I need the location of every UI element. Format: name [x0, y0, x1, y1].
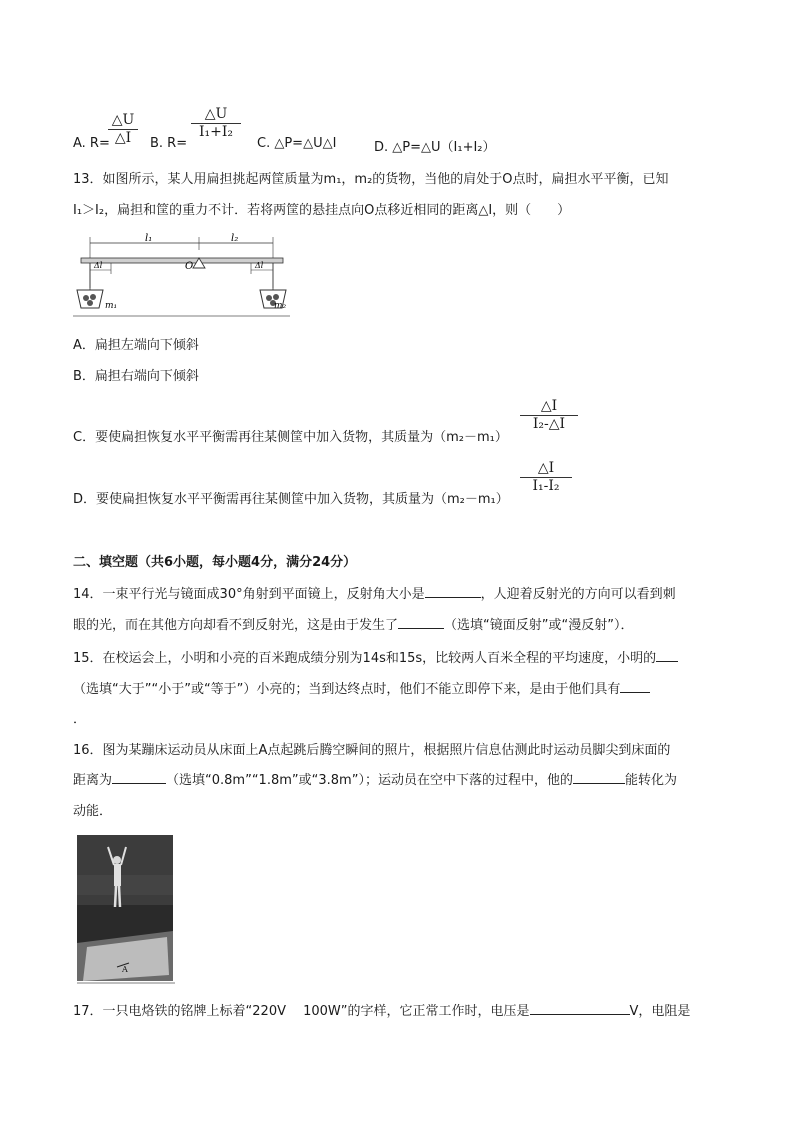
q12-option-a: A. R=	[73, 136, 110, 151]
q13-stem-line-2: I₁＞I₂，扁担和筐的重力不计．若将两筐的悬挂点向O点移近相同的距离△I，则（ ）	[73, 203, 571, 218]
dl-right-label: Δl	[255, 261, 264, 270]
q17-text-1: 17．一只电烙铁的铭牌上标着“220V 100W”的字样，它正常工作时，电压是	[73, 1004, 530, 1019]
point-a-label: A	[122, 965, 128, 974]
fraction-c-numerator: △I	[540, 398, 558, 414]
answer-blank[interactable]	[398, 616, 444, 629]
q15-line-2	[73, 678, 650, 697]
m1-label: m₁	[105, 301, 118, 311]
trampoline-photo	[77, 835, 175, 985]
q14-line-2	[73, 614, 633, 633]
q15-line-3: ．	[73, 712, 87, 727]
q14-text-3: 眼的光，而在其他方向却看不到反射光，这是由于发生了	[73, 618, 399, 633]
l1-label: l₁	[145, 233, 153, 244]
fraction-b-denominator: I₁+I₂	[198, 124, 233, 140]
q14-text-4: （选填“镜面反射”或“漫反射”）．	[444, 618, 634, 633]
q14-text-1: 14．一束平行光与镜面成30°角射到平面镜上，反射角大小是	[73, 587, 425, 602]
fraction-c-denominator: I₂-△I	[532, 416, 566, 432]
q13-option-d: D．要使扁担恢复水平平衡需再往某侧筐中加入货物，其质量为（m₂－m₁）	[73, 492, 509, 507]
q14-line-1	[73, 583, 676, 602]
q16-line-1: 16．图为某蹦床运动员从床面上A点起跳后腾空瞬间的照片，根据照片信息估测此时运动员脚尖到床面的	[73, 743, 671, 758]
q16-line-3: 动能．	[73, 804, 113, 819]
answer-blank[interactable]	[425, 585, 481, 598]
q15-line-1	[73, 647, 678, 666]
q15-text-1: 15．在校运会上，小明和小亮的百米跑成绩分别为14s和15s，比较两人百米全程的平均速度，小明的	[73, 651, 657, 666]
section-heading: 二、填空题（共6小题，每小题4分，满分24分）	[73, 555, 357, 570]
l2-label: l₂	[231, 233, 239, 244]
q13-stem-line-1: 13．如图所示，某人用扁担挑起两筐质量为m₁，m₂的货物，当他的肩处于O点时，扁担水平平衡，已知	[73, 172, 669, 187]
answer-blank[interactable]	[112, 771, 166, 784]
m2-label: m₂	[274, 301, 287, 311]
q12-option-b: B. R=	[150, 136, 188, 151]
pole-bar	[81, 258, 283, 263]
q16-text-1: 距离为	[73, 773, 113, 788]
q16-text-2: （选填“0.8m”“1.8m”或“3.8m”）；运动员在空中下落的过程中，他的	[166, 773, 573, 788]
q14-text-2: ，人迎着反射光的方向可以看到刺	[480, 587, 676, 602]
fraction-b-numerator: △U	[204, 106, 228, 122]
q12-option-c: C. △P=△U△I	[257, 136, 337, 151]
q13-option-b: B．扁担右端向下倾斜	[73, 369, 199, 384]
q16-line-2	[73, 769, 677, 788]
q13-option-c: C．要使扁担恢复水平平衡需再往某侧筐中加入货物，其质量为（m₂－m₁）	[73, 430, 508, 445]
fraction-d	[520, 460, 572, 495]
fraction-a-numerator: △U	[111, 112, 135, 128]
q16-text-3: 能转化为	[624, 773, 677, 788]
fraction-d-denominator: I₁-I₂	[532, 478, 560, 494]
q13-option-a: A．扁担左端向下倾斜	[73, 338, 199, 353]
q17-line-1	[73, 1000, 690, 1019]
fraction-a	[108, 112, 138, 147]
fraction-d-numerator: △I	[537, 460, 555, 476]
answer-blank[interactable]	[530, 1002, 630, 1015]
o-label: O	[185, 261, 194, 272]
dl-left-label: Δl	[94, 261, 103, 270]
fraction-b	[191, 106, 241, 141]
q15-text-2: （选填“大于”“小于”或“等于”）小亮的；当到达终点时，他们不能立即停下来，是由于他们具有	[73, 682, 621, 697]
fraction-a-denominator: △I	[114, 130, 132, 146]
q12-option-d: D. △P=△U（I₁+I₂）	[374, 140, 496, 155]
answer-blank[interactable]	[620, 680, 650, 693]
fraction-c	[520, 398, 578, 433]
answer-blank[interactable]	[573, 771, 625, 784]
answer-blank[interactable]	[656, 649, 678, 662]
shoulder-pole-figure	[73, 230, 293, 320]
q17-text-2: V，电阻是	[629, 1004, 691, 1019]
